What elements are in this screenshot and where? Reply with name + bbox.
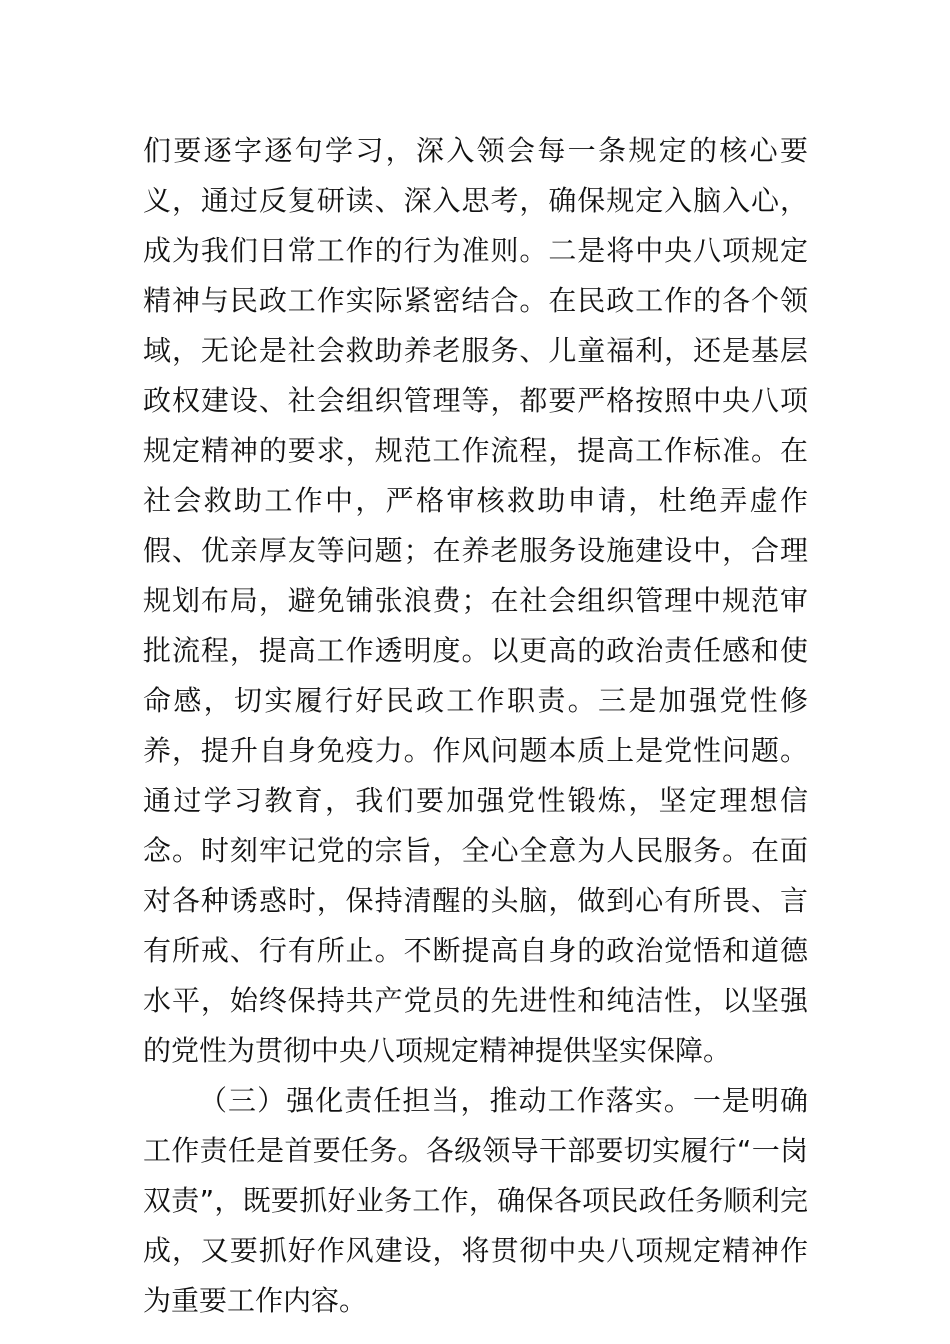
paragraph-section-three: （三）强化责任担当，推动工作落实。一是明确工作责任是首要任务。各级领导干部要切实履行“一岗双责”，既要抓好业务工作，确保各项民政任务顺利完成，又要抓好作风建设，将贯彻中央八项规定精神作为重要工作内容。 xyxy=(143,1084,808,1317)
document-body xyxy=(143,126,808,1326)
paragraph-continued: 们要逐字逐句学习，深入领会每一条规定的核心要义，通过反复研读、深入思考，确保规定入脑入心，成为我们日常工作的行为准则。二是将中央八项规定精神与民政工作实际紧密结合。在民政工作的各个领域，无论是社会救助养老服务、儿童福利，还是基层政权建设、社会组织管理等，都要严格按照中央八项规定精神的要求，规范工作流程，提高工作标准。在社会救助工作中，严格审核救助申请，杜绝弄虚作假、优亲厚友等问题；在养老服务设施建设中，合理规划布局，避免铺张浪费；在社会组织管理中规范审批流程，提高工作透明度。以更高的政治责任感和使命感，切实履行好民政工作职责。三是加强党性修养，提升自身免疫力。作风问题本质上是党性问题。通过学习教育，我们要加强党性锻炼，坚定理想信念。时刻牢记党的宗旨，全心全意为人民服务。在面对各种诱惑时，保持清醒的头脑，做到心有所畏、言有所戒、行有所止。不断提高自身的政治觉悟和道德水平，始终保持共产党员的先进性和纯洁性，以坚强的党性为贯彻中央八项规定精神提供坚实保障。 xyxy=(143,134,808,1067)
